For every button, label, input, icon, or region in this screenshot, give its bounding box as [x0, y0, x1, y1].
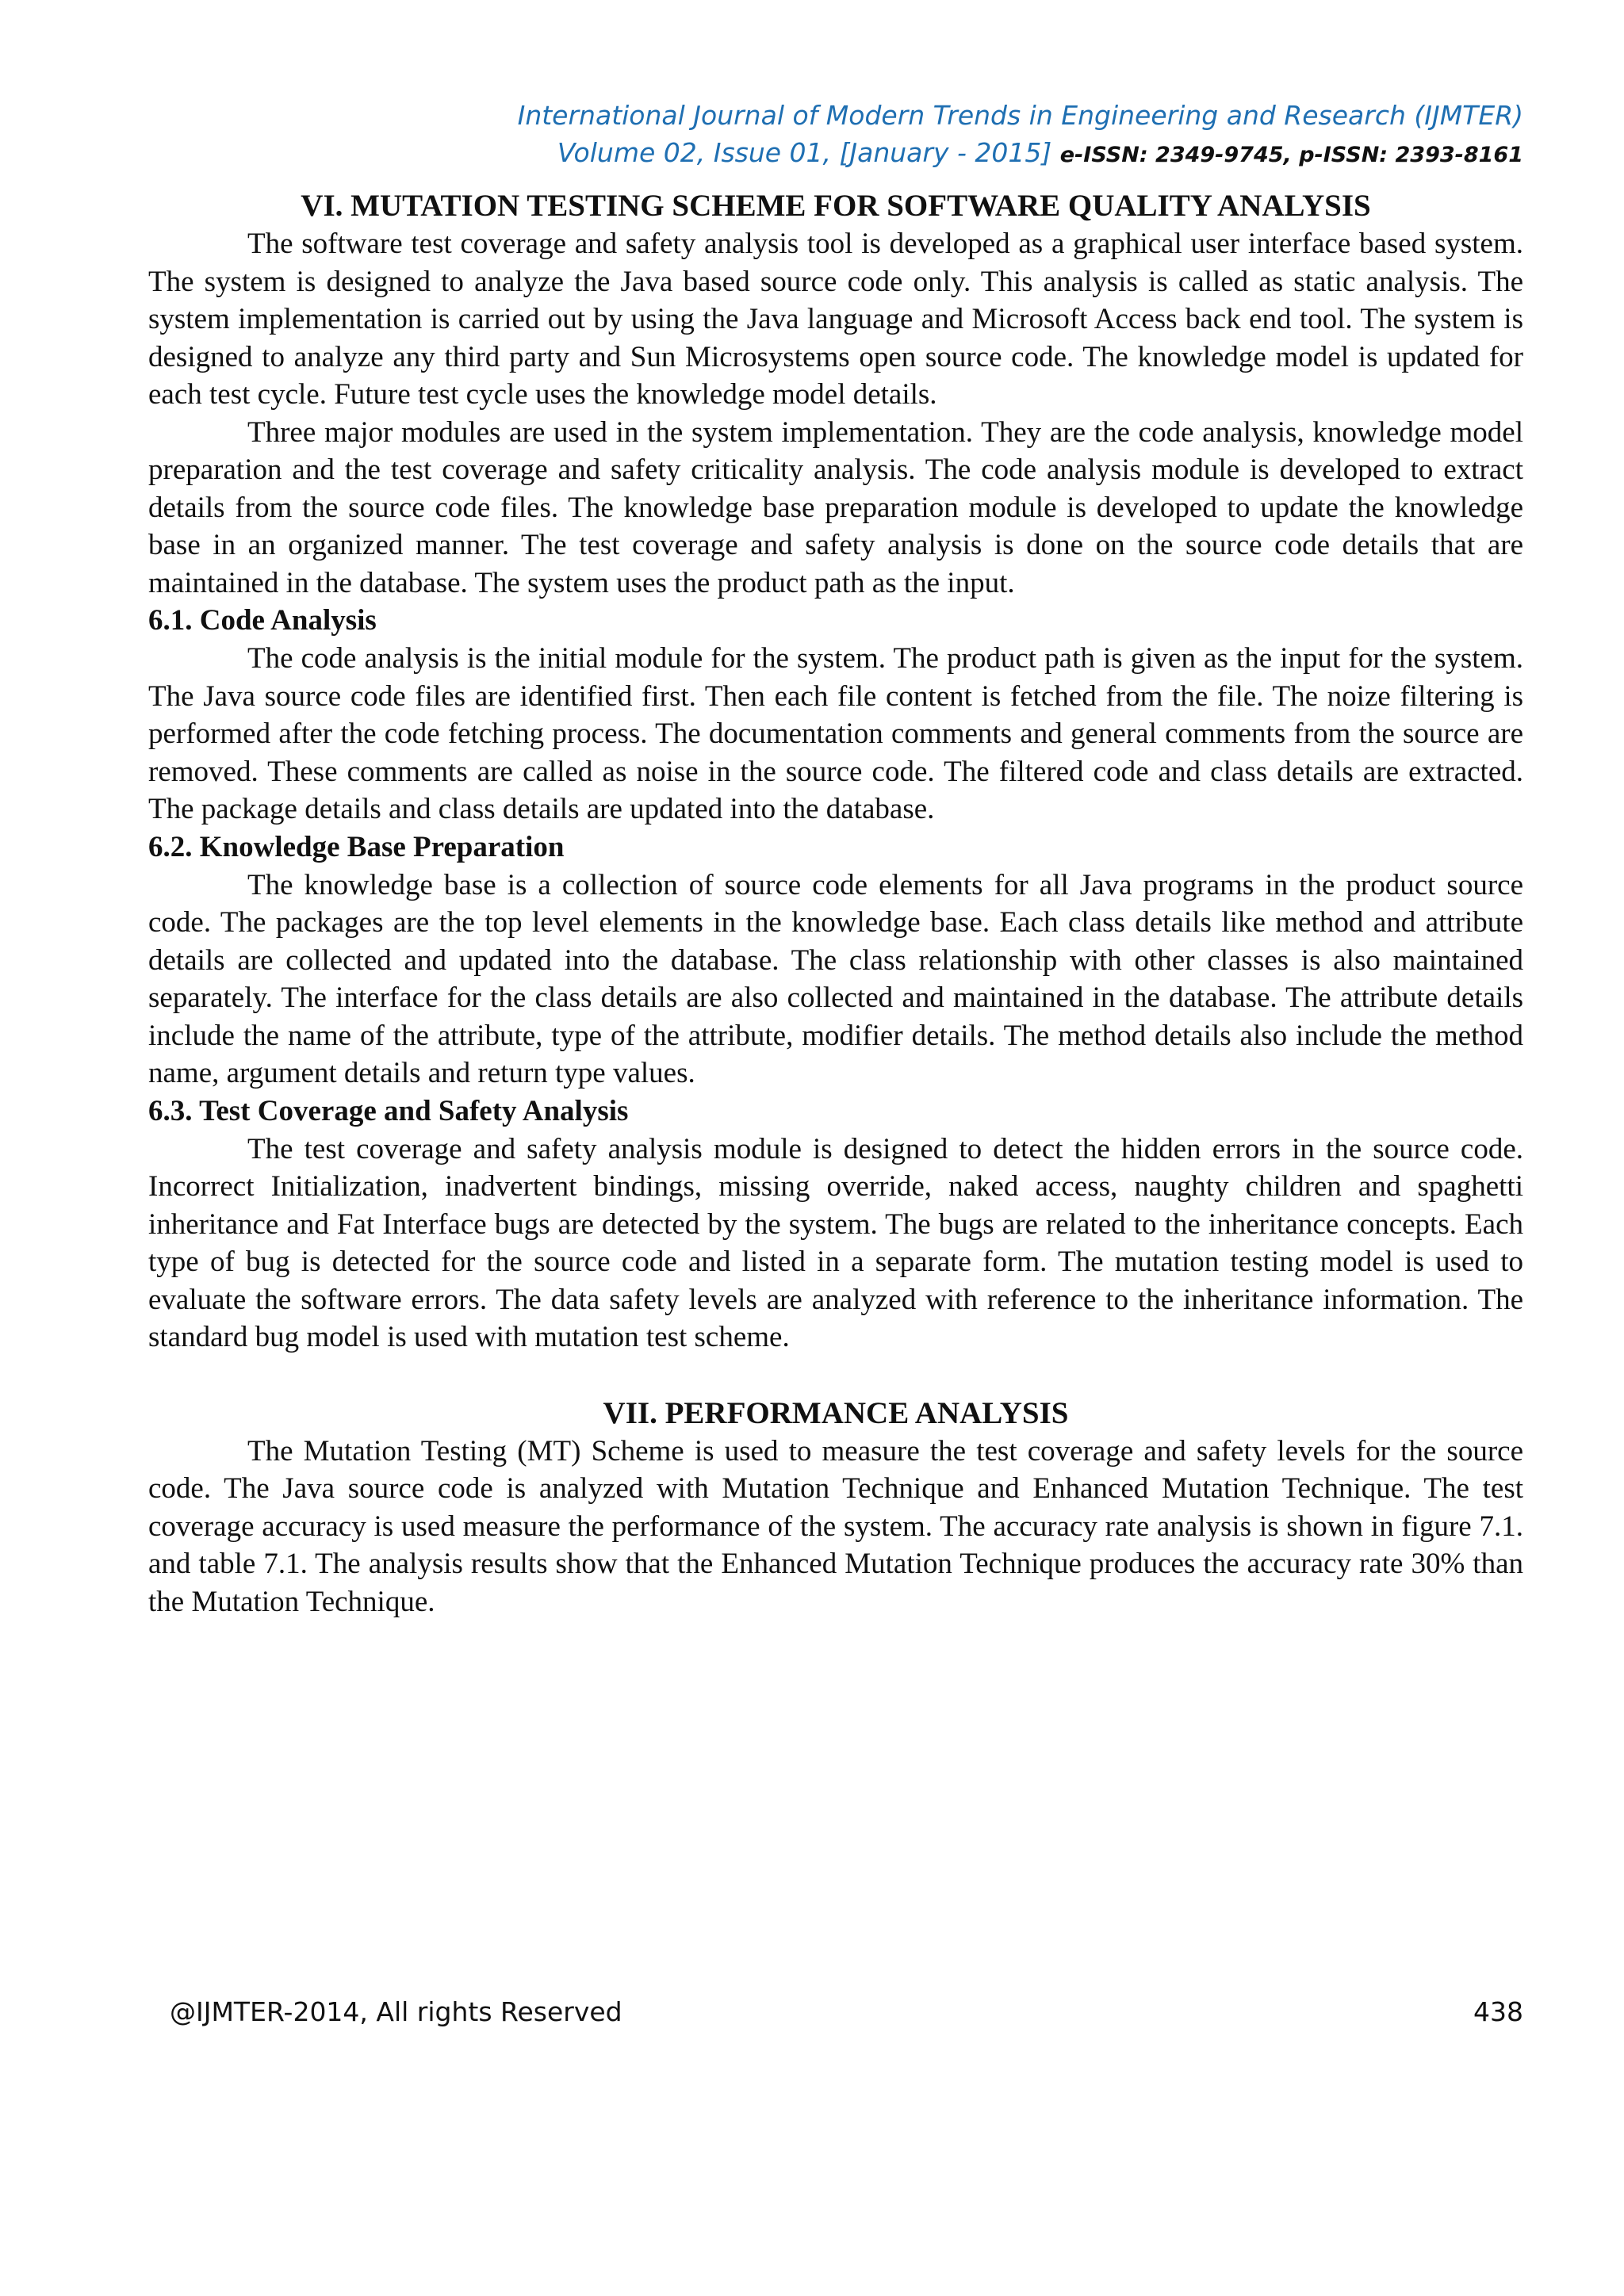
journal-volume: Volume 02, Issue 01, [January - 2015] — [557, 137, 1052, 168]
section-6-paragraph-1: The software test coverage and safety analysis tool is developed as a graphical user interface based system. The system is designed to analyze the Java based source code only. This analysis is called as static analysis. The system implementation is carried out by using the Java language and Microsoft Access back end tool. The system is designed to analyze any third party and Sun Microsystems open source code. The knowledge model is updated for each test cycle. Future test cycle uses the knowledge model details. — [148, 228, 1523, 411]
subsection-6-1-heading: 6.1. Code Analysis — [148, 604, 377, 637]
journal-volume-line — [175, 134, 1523, 174]
subsection-6-3-paragraph: The test coverage and safety analysis module is designed to detect the hidden errors in the source code. Incorrect Initialization, inadvertent bindings, missing override, naked access, naughty children and spaghetti inheritance and Fat Interface bugs are detected by the system. The bugs are related to the inheritance concepts. Each type of bug is detected for the source code and listed in a separate form. The mutation testing model is used to evaluate the software errors. The data safety levels are analyzed with reference to the inheritance information. The standard bug model is used with mutation test scheme. — [148, 1132, 1523, 1353]
footer-copyright: @IJMTER-2014, All rights Reserved — [170, 1996, 622, 2027]
page-number: 438 — [1473, 1996, 1523, 2027]
subsection-6-2-heading: 6.2. Knowledge Base Preparation — [148, 830, 565, 863]
section-6-title: VI. MUTATION TESTING SCHEME FOR SOFTWARE QUALITY ANALYSIS — [301, 189, 1371, 223]
journal-issn: e-ISSN: 2349-9745, p-ISSN: 2393-8161 — [1059, 143, 1523, 167]
section-7-paragraph: The Mutation Testing (MT) Scheme is used to measure the test coverage and safety levels for the source code. The Java source code is analyzed with Mutation Technique and Enhanced Mutation Technique. The test coverage accuracy is used measure the performance of the system. The accuracy rate analysis is shown in figure 7.1. and table 7.1. The analysis results show that the Enhanced Mutation Technique produces the accuracy rate 30% than the Mutation Technique. — [148, 1434, 1523, 1618]
article-body — [148, 187, 1523, 1621]
subsection-6-1-paragraph: The code analysis is the initial module for the system. The product path is given as the input for the system. The Java source code files are identified first. Then each file content is fetched from the file. The noize filtering is performed after the code fetching process. The documentation comments and general comments from the source are removed. These comments are called as noise in the source code. The filtered code and class details are extracted. The package details and class details are updated into the database. — [148, 642, 1523, 825]
journal-title: International Journal of Modern Trends in Engineering and Research (IJMTER) — [517, 100, 1523, 131]
journal-header — [175, 97, 1523, 174]
subsection-6-2-paragraph: The knowledge base is a collection of source code elements for all Java programs in the product source code. The packages are the top level elements in the knowledge base. Each class details like method and attribute details are collected and updated into the database. The class relationship with other classes is also maintained separately. The interface for the class details are also collected and maintained in the database. The attribute details include the name of the attribute, type of the attribute, modifier details. The method details also include the method name, argument details and return type values. — [148, 868, 1523, 1089]
section-6-paragraph-2: Three major modules are used in the system implementation. They are the code analysis, knowledge model preparation and the test coverage and safety criticality analysis. The code analysis module is developed to extract details from the source code files. The knowledge base preparation module is developed to update the knowledge base in an organized manner. The test coverage and safety analysis is done on the source code details that are maintained in the database. The system uses the product path as the input. — [148, 415, 1523, 599]
section-7-title: VII. PERFORMANCE ANALYSIS — [603, 1395, 1069, 1430]
section-spacer — [148, 1357, 1523, 1395]
subsection-6-3-heading: 6.3. Test Coverage and Safety Analysis — [148, 1094, 629, 1127]
